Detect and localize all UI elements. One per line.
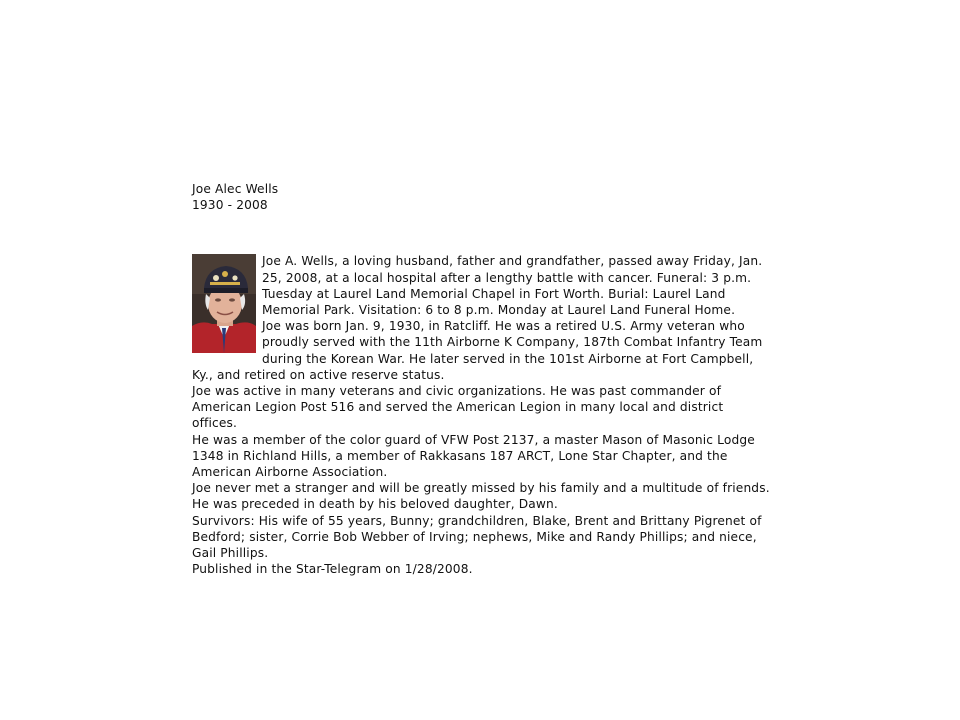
obituary-header xyxy=(192,181,772,213)
obituary xyxy=(192,181,772,577)
paragraph: Joe A. Wells, a loving husband, father and grandfather, passed away Friday, Jan. 25, 2008, at a local hospital after a lengthy battle with cancer. Funeral: 3 p.m. Tuesday at Laurel Land Memorial Chapel in Fort Worth. Burial: Laurel Land Memorial Park. Visitation: 6 to 8 p.m. Monday at Laurel Land Funeral Home. xyxy=(262,254,763,318)
deceased-name: Joe Alec Wells xyxy=(192,182,279,196)
spacer xyxy=(192,213,772,253)
paragraph: Joe was born Jan. 9, 1930, in Ratcliff. He was a retired U.S. Army veteran who proudly served with the 11th Airborne K Company, 187th Combat Infantry Team during the Korean War. He later served in the 101st Airborne at Fort Campbell, Ky., and retired on active reserve status. xyxy=(192,319,763,382)
portrait-photo xyxy=(192,254,256,353)
publication-note: Published in the Star-Telegram on 1/28/2008. xyxy=(192,562,473,577)
paragraph: He was a member of the color guard of VFW Post 2137, a master Mason of Masonic Lodge 1348 in Richland Hills, a member of Rakkasans 187 ARCT, Lone Star Chapter, and the American Airborne Association. xyxy=(192,432,755,480)
paragraph: He was preceded in death by his beloved daughter, Dawn. xyxy=(192,497,558,512)
paragraph: Joe was active in many veterans and civic organizations. He was past commander of American Legion Post 516 and served the American Legion in many local and district offices. xyxy=(192,384,724,431)
paragraph: Joe never met a stranger and will be greatly missed by his family and a multitude of friends. xyxy=(192,481,770,496)
portrait-image xyxy=(192,254,256,353)
life-years: 1930 - 2008 xyxy=(192,198,268,213)
paragraph: Survivors: His wife of 55 years, Bunny; grandchildren, Blake, Brent and Brittany Pigrenet of Bedford; sister, Corrie Bob Webber of Irving; nephews, Mike and Randy Phillips; and niece, Gail Phillips. xyxy=(192,513,762,561)
obituary-body xyxy=(192,253,772,577)
